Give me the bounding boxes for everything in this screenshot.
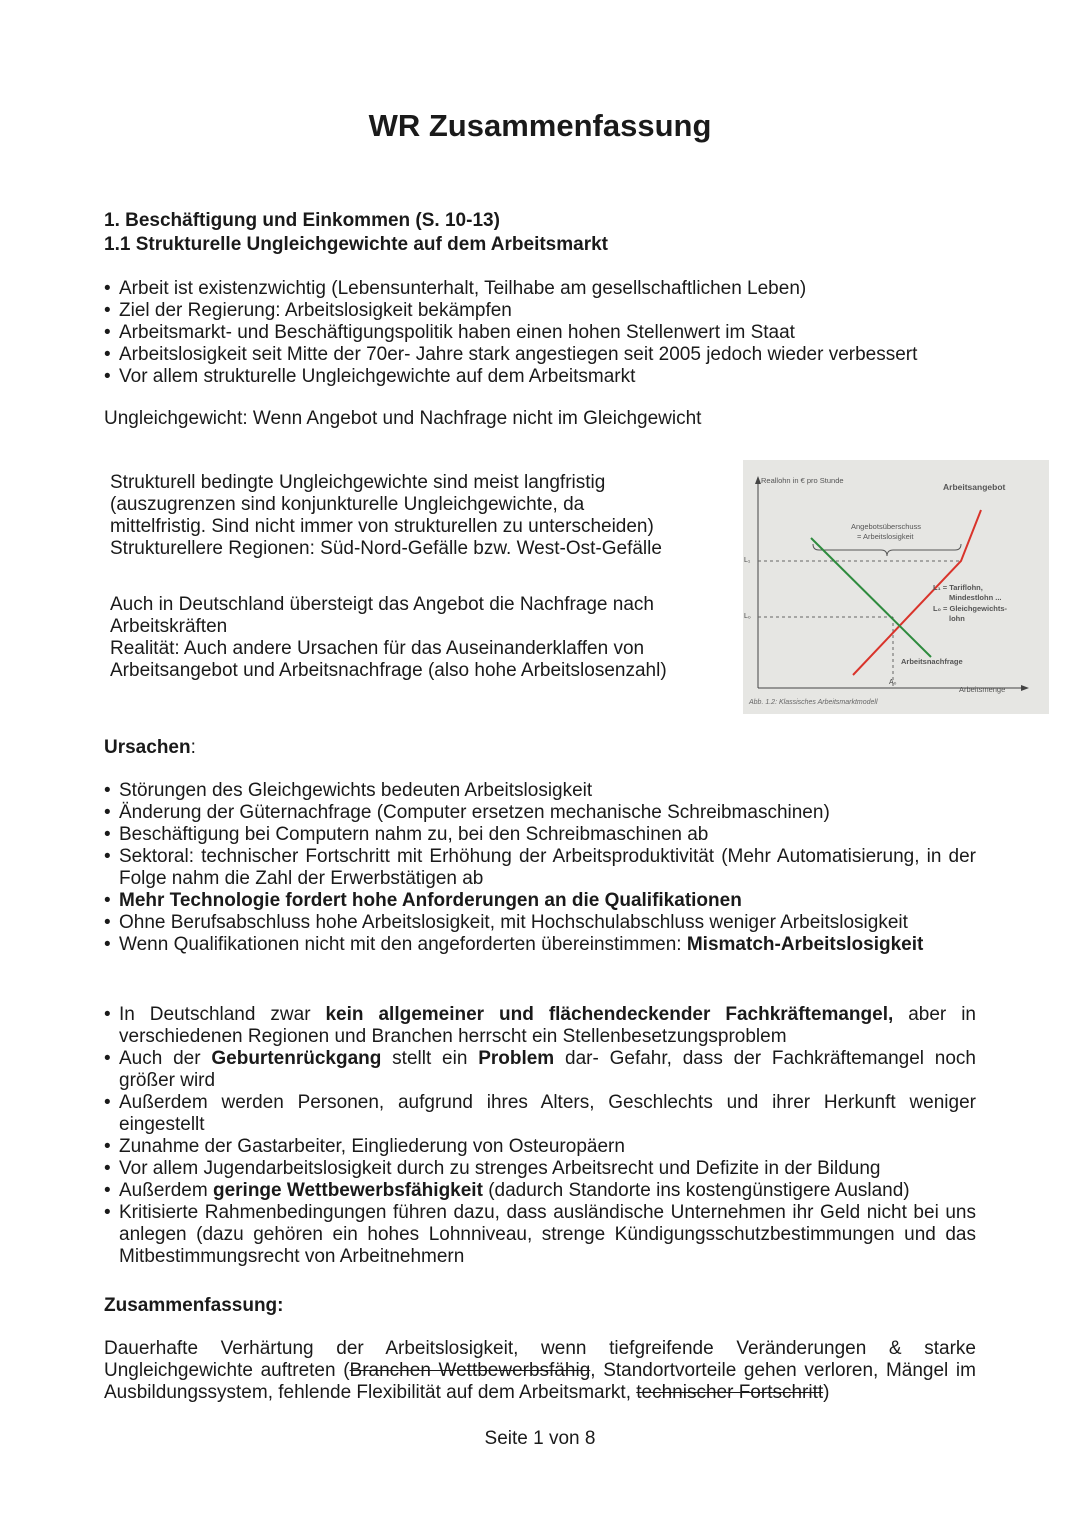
- paragraph-line: Strukturellere Regionen: Süd-Nord-Gefälle bzw. West-Ost-Gefälle: [110, 538, 662, 559]
- list-item: [104, 824, 976, 846]
- list-item-text: Außerdem werden Personen, aufgrund ihres Alters, Geschlechts und ihrer Herkunft weniger eingestellt: [119, 1092, 976, 1135]
- causes-heading-colon: :: [190, 737, 196, 758]
- list-item-text: stellt ein: [381, 1048, 479, 1069]
- list-item-text: Außerdem: [119, 1180, 213, 1201]
- summary-text: , Standortvorteile gehen verloren, Mängel im Ausbildungssystem, fehlende Flexibilität auf dem Arbeitsmarkt,: [104, 1360, 976, 1403]
- surplus-label-2: = Arbeitslosigkeit: [857, 532, 914, 541]
- list-item: [104, 1158, 976, 1180]
- summary-text: Dauerhafte Verhärtung der Arbeitslosigkeit, wenn tiefgreifende Veränderungen & starke Ungleichgewichte auftreten (: [104, 1338, 976, 1381]
- l0-label: L₀: [744, 613, 751, 620]
- list-item-text: Wenn Qualifikationen nicht mit den angeforderten übereinstimmen:: [119, 934, 687, 955]
- causes-list: [104, 780, 976, 956]
- list-item-bold-text: Mismatch-Arbeitslosigkeit: [686, 934, 924, 955]
- paragraph-line: Realität: Auch andere Ursachen für das Auseinanderklaffen von: [110, 638, 645, 659]
- paragraph-line: Strukturell bedingte Ungleichgewichte sind meist langfristig: [110, 472, 606, 493]
- paragraph-line: (auszugrenzen sind konjunkturelle Ungleichgewichte, da: [110, 494, 585, 515]
- x-axis-arrow-icon: [1021, 685, 1029, 691]
- list-item: • Ziel der Regierung: Arbeitslosigkeit bekämpfen: [104, 300, 976, 322]
- list-item-text: Ohne Berufsabschluss hohe Arbeitslosigkeit, mit Hochschulabschluss weniger Arbeitslosigkeit: [119, 912, 908, 933]
- causes-heading: [104, 737, 196, 759]
- list-item-text: Störungen des Gleichgewichts bedeuten Arbeitslosigkeit: [119, 780, 593, 801]
- summary-strikethrough: technischer Fortschritt: [636, 1382, 824, 1403]
- demand-label: Arbeitsnachfrage: [901, 657, 963, 666]
- list-item: [104, 912, 976, 934]
- supply-label: Arbeitsangebot: [943, 482, 1006, 492]
- figure-caption: Abb. 1.2: Klassisches Arbeitsmarktmodell: [749, 699, 878, 706]
- summary-text: ): [823, 1382, 830, 1403]
- subsection-heading: 1.1 Strukturelle Ungleichgewichte auf dem Arbeitsmarkt: [104, 234, 608, 255]
- list-item-text: Sektoral: technischer Fortschritt mit Erhöhung der Arbeitsproduktivität (Mehr Automatisierung, in der Folge nahm die Zahl der Erwerbstätigen ab: [119, 846, 976, 889]
- list-item: [104, 1136, 976, 1158]
- definition-text: Ungleichgewicht: Wenn Angebot und Nachfrage nicht im Gleichgewicht: [104, 408, 702, 429]
- causes-heading-text: Ursachen: [104, 737, 191, 758]
- list-item-text: (dadurch Standorte ins kostengünstigere Ausland): [482, 1180, 910, 1201]
- list-item-bold-text: geringe Wettbewerbsfähigkeit: [212, 1180, 483, 1201]
- list-item-text: dar- Gefahr, dass der Fachkräftemangel noch größer wird: [119, 1048, 976, 1091]
- list-item-text: In Deutschland zwar: [119, 1004, 326, 1025]
- list-item-bold-text: Geburtenrückgang: [211, 1048, 382, 1069]
- list-item-text: Auch der: [119, 1048, 212, 1069]
- list-item: [104, 1048, 976, 1092]
- list-item-bold-text: Mehr Technologie fordert hohe Anforderungen an die Qualifikationen: [119, 890, 742, 911]
- list-item-bold-text: Problem: [478, 1048, 555, 1069]
- list-item-text: aber in verschiedenen Regionen und Branchen herrscht ein Stellenbesetzungsproblem: [119, 1004, 976, 1047]
- paragraph-line: Auch in Deutschland übersteigt das Angebot die Nachfrage nach: [110, 594, 654, 615]
- list-item: [104, 1180, 976, 1202]
- l1-label: L₁: [744, 557, 751, 564]
- list-item: • Arbeitslosigkeit seit Mitte der 70er- Jahre stark angestiegen seit 2005 jedoch wieder verbessert: [104, 344, 976, 366]
- a0-label: A₀: [889, 679, 897, 686]
- legend-line: lohn: [949, 614, 965, 623]
- surplus-label: Angebotsüberschuss: [851, 522, 922, 531]
- list-item: [104, 780, 976, 802]
- labor-market-figure: [743, 460, 1049, 714]
- paragraph-structural: [110, 472, 730, 560]
- list-item: [104, 890, 976, 912]
- legend-line: Mindestlohn ...: [949, 593, 1002, 602]
- intro-bullet-list: [104, 278, 976, 388]
- list-item: • Arbeit ist existenzwichtig (Lebensunterhalt, Teilhabe am gesellschaftlichen Leben): [104, 278, 976, 300]
- paragraph-line: Arbeitsangebot und Arbeitsnachfrage (also hohe Arbeitslosenzahl): [110, 660, 667, 681]
- list-item-text: Vor allem Jugendarbeitslosigkeit durch zu strenges Arbeitsrecht und Defizite in der Bildung: [119, 1158, 881, 1179]
- summary-paragraph: [104, 1338, 976, 1404]
- page-title: WR Zusammenfassung: [368, 108, 712, 143]
- x-axis-label: Arbeitsmenge: [959, 685, 1006, 694]
- legend-line: L₀ = Gleichgewichts-: [933, 604, 1008, 613]
- list-item: [104, 934, 976, 956]
- list-item-text: Beschäftigung bei Computern nahm zu, bei den Schreibmaschinen ab: [119, 824, 709, 845]
- list-item: [104, 1202, 976, 1268]
- list-item-bold-text: kein allgemeiner und flächendeckender Fachkräftemangel,: [325, 1004, 894, 1025]
- section-heading: 1. Beschäftigung und Einkommen (S. 10-13): [104, 210, 500, 231]
- list-item: [104, 1004, 976, 1048]
- y-axis-label: Reallohn in € pro Stunde: [761, 476, 844, 485]
- demand-curve: [811, 538, 931, 657]
- paragraph-line: mittelfristig. Sind nicht immer von strukturellen zu unterscheiden): [110, 516, 654, 537]
- summary-strikethrough: Branchen Wettbewerbsfähig: [349, 1360, 591, 1381]
- list-item-text: Zunahme der Gastarbeiter, Eingliederung von Osteuropäern: [119, 1136, 625, 1157]
- paragraph-germany: [110, 594, 730, 682]
- summary-heading: Zusammenfassung:: [104, 1295, 284, 1316]
- list-item: • Vor allem strukturelle Ungleichgewichte auf dem Arbeitsmarkt: [104, 366, 976, 388]
- surplus-brace: [813, 544, 961, 556]
- labor-market-diagram: [743, 460, 1049, 714]
- list-item: [104, 1092, 976, 1136]
- list-item-text: Kritisierte Rahmenbedingungen führen dazu, dass ausländische Unternehmen ihr Geld nicht bei uns anlegen (dazu gehören ein hohes Lohnniveau, strenge Kündigungsschutzbestimmungen und das Mitbestimmungsrecht von Arbeitnehmern: [119, 1202, 976, 1267]
- additional-causes-list: [104, 1004, 976, 1268]
- list-item: [104, 802, 976, 824]
- list-item-text: Änderung der Güternachfrage (Computer ersetzen mechanische Schreibmaschinen): [119, 802, 830, 823]
- legend-line: L₁ = Tariflohn,: [933, 583, 983, 592]
- page-number: Seite 1 von 8: [484, 1428, 596, 1449]
- paragraph-line: Arbeitskräften: [110, 616, 228, 637]
- list-item: • Arbeitsmarkt- und Beschäftigungspolitik haben einen hohen Stellenwert im Staat: [104, 322, 976, 344]
- list-item: [104, 846, 976, 890]
